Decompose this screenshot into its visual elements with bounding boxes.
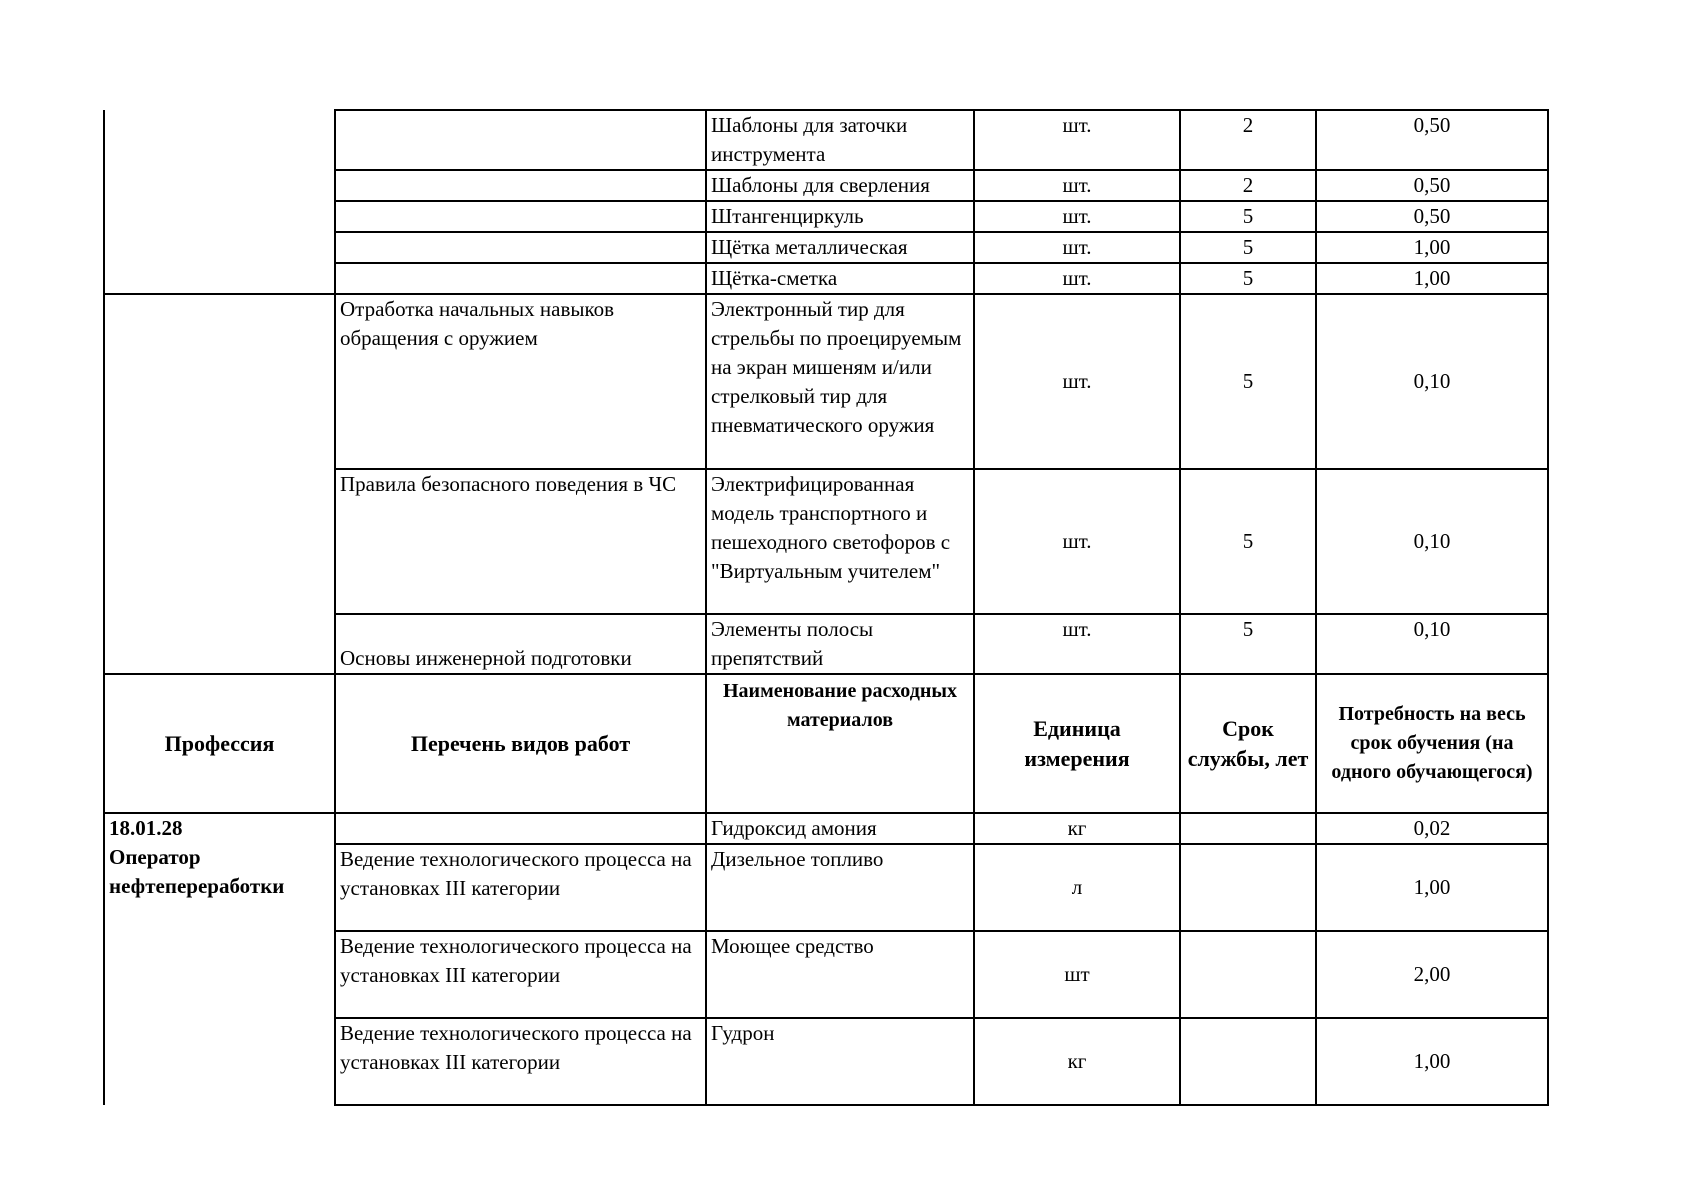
- work-cell: Правила безопасного поведения в ЧС: [335, 469, 706, 614]
- term-cell: 5: [1180, 232, 1316, 263]
- profession-cell: [104, 110, 335, 170]
- need-cell: 0,10: [1316, 469, 1548, 614]
- term-cell: 5: [1180, 263, 1316, 294]
- profession-cell: [104, 232, 335, 263]
- need-cell: 0,10: [1316, 294, 1548, 469]
- need-cell: 0,50: [1316, 201, 1548, 232]
- material-cell: Дизельное топливо: [706, 844, 974, 931]
- header-term: Срок службы, лет: [1180, 674, 1316, 813]
- unit-cell: шт.: [974, 201, 1180, 232]
- table-row: [104, 813, 1548, 844]
- term-cell: 5: [1180, 614, 1316, 674]
- term-cell: 5: [1180, 294, 1316, 469]
- need-cell: 1,00: [1316, 1018, 1548, 1105]
- unit-cell: шт.: [974, 232, 1180, 263]
- profession-cell: [104, 263, 335, 294]
- profession-cell: [104, 813, 335, 1105]
- need-cell: 1,00: [1316, 232, 1548, 263]
- header-materials: Наименование расходных материалов: [706, 674, 974, 813]
- work-cell: Основы инженерной подготовки: [335, 614, 706, 674]
- material-cell: Гидроксид амония: [706, 813, 974, 844]
- unit-cell: шт.: [974, 110, 1180, 170]
- profession-cell: [104, 201, 335, 232]
- header-unit: Единица измерения: [974, 674, 1180, 813]
- need-cell: 1,00: [1316, 844, 1548, 931]
- header-profession: Профессия: [104, 674, 335, 813]
- table-row: [104, 232, 1548, 263]
- work-cell: Ведение технологического процесса на установках III категории: [335, 844, 706, 931]
- profession-cell: [104, 469, 335, 614]
- profession-name: Оператор нефтепереработки: [109, 845, 285, 898]
- material-cell: Элементы полосы препятствий: [706, 614, 974, 674]
- term-cell: 5: [1180, 469, 1316, 614]
- profession-code: 18.01.28: [109, 816, 183, 840]
- material-cell: Электронный тир для стрельбы по проецируемым на экран мишеням и/или стрелковый тир для пневматического оружия: [706, 294, 974, 469]
- term-cell: [1180, 813, 1316, 844]
- need-cell: 0,50: [1316, 170, 1548, 201]
- material-cell: Щётка металлическая: [706, 232, 974, 263]
- material-cell: Штангенциркуль: [706, 201, 974, 232]
- material-cell: Щётка-сметка: [706, 263, 974, 294]
- term-cell: [1180, 844, 1316, 931]
- profession-cell: [104, 294, 335, 469]
- unit-cell: шт: [974, 931, 1180, 1018]
- need-cell: 1,00: [1316, 263, 1548, 294]
- need-cell: 0,02: [1316, 813, 1548, 844]
- table-row: [104, 170, 1548, 201]
- table-row: [104, 294, 1548, 469]
- table-header-row: [104, 674, 1548, 813]
- table-row: [104, 263, 1548, 294]
- table-row: [104, 614, 1548, 674]
- term-cell: 5: [1180, 201, 1316, 232]
- need-cell: 0,10: [1316, 614, 1548, 674]
- header-works: Перечень видов работ: [335, 674, 706, 813]
- unit-cell: шт.: [974, 469, 1180, 614]
- profession-cell: [104, 614, 335, 674]
- material-cell: Шаблоны для сверления: [706, 170, 974, 201]
- material-cell: Электрифицированная модель транспортного и пешеходного светофоров с "Виртуальным учителем": [706, 469, 974, 614]
- work-cell: [335, 263, 706, 294]
- work-cell: [335, 201, 706, 232]
- term-cell: 2: [1180, 170, 1316, 201]
- work-cell: [335, 232, 706, 263]
- table-row: [104, 110, 1548, 170]
- table-row: [104, 201, 1548, 232]
- work-cell: [335, 813, 706, 844]
- work-cell: [335, 170, 706, 201]
- material-cell: Шаблоны для заточки инструмента: [706, 110, 974, 170]
- unit-cell: л: [974, 844, 1180, 931]
- unit-cell: кг: [974, 1018, 1180, 1105]
- need-cell: 0,50: [1316, 110, 1548, 170]
- unit-cell: шт.: [974, 263, 1180, 294]
- material-cell: Моющее средство: [706, 931, 974, 1018]
- table-row: [104, 469, 1548, 614]
- material-cell: Гудрон: [706, 1018, 974, 1105]
- work-cell: Ведение технологического процесса на установках III категории: [335, 1018, 706, 1105]
- term-cell: [1180, 931, 1316, 1018]
- unit-cell: шт.: [974, 614, 1180, 674]
- term-cell: 2: [1180, 110, 1316, 170]
- work-cell: [335, 110, 706, 170]
- unit-cell: шт.: [974, 170, 1180, 201]
- need-cell: 2,00: [1316, 931, 1548, 1018]
- profession-cell: [104, 170, 335, 201]
- materials-table: [103, 109, 1549, 1106]
- unit-cell: шт.: [974, 294, 1180, 469]
- work-cell: Отработка начальных навыков обращения с оружием: [335, 294, 706, 469]
- work-cell: Ведение технологического процесса на установках III категории: [335, 931, 706, 1018]
- term-cell: [1180, 1018, 1316, 1105]
- unit-cell: кг: [974, 813, 1180, 844]
- header-need: Потребность на весь срок обучения (на одного обучающегося): [1316, 674, 1548, 813]
